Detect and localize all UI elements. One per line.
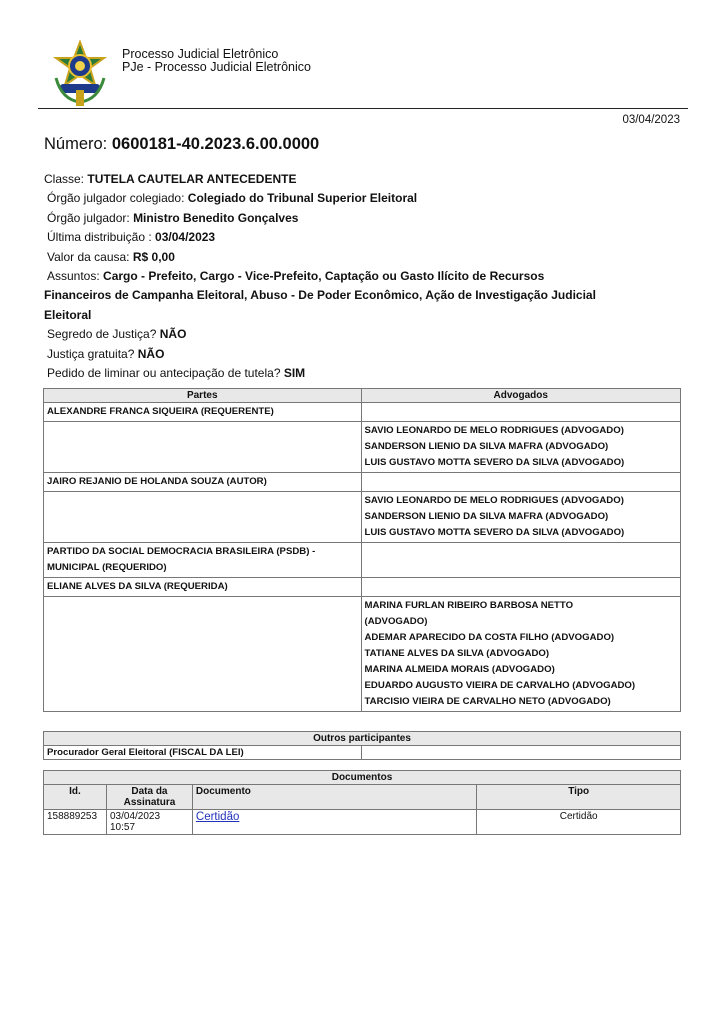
advogado-name: SAVIO LEONARDO DE MELO RODRIGUES (ADVOGADO) <box>364 425 624 436</box>
col-data-header-line2: Assinatura <box>123 797 176 808</box>
table-row <box>44 492 681 543</box>
col-data-header <box>106 785 192 810</box>
system-name <box>122 48 311 74</box>
parte-name: ALEXANDRE FRANCA SIQUEIRA (REQUERENTE) <box>44 403 362 422</box>
assuntos-value-line1: Cargo - Prefeito, Cargo - Vice-Prefeito, Captação ou Gasto Ilícito de Recursos <box>103 269 545 284</box>
orgao-label: Órgão julgador: <box>47 210 130 225</box>
header-divider <box>38 108 688 109</box>
col-tipo-header: Tipo <box>477 785 681 810</box>
liminar-value: SIM <box>283 366 306 381</box>
classe-label: Classe: <box>44 172 85 186</box>
outros-participantes-table <box>43 731 681 760</box>
valor-row <box>44 248 684 267</box>
advogados-cell <box>361 473 681 492</box>
assuntos-value-line3: Eleitoral <box>44 307 92 322</box>
distribuicao-label: Última distribuição : <box>47 230 152 245</box>
process-number-label: Número: <box>44 135 108 153</box>
doc-date-day: 03/04/2023 <box>109 811 161 822</box>
assuntos-label: Assuntos: <box>47 269 100 284</box>
advogado-name: MARINA FURLAN RIBEIRO BARBOSA NETTO <box>364 600 574 611</box>
advogado-name: EDUARDO AUGUSTO VIEIRA DE CARVALHO (ADVOGADO) <box>364 680 636 691</box>
segredo-row <box>44 325 684 344</box>
parte-name-line2: MUNICIPAL (REQUERIDO) <box>47 562 167 573</box>
outro-empty-cell <box>361 746 680 760</box>
advogado-name: TARCISIO VIEIRA DE CARVALHO NETO (ADVOGADO) <box>364 696 611 707</box>
col-id-header: Id. <box>44 785 107 810</box>
assuntos-row-3 <box>44 306 684 325</box>
segredo-value: NÃO <box>159 327 187 342</box>
distribuicao-value: 03/04/2023 <box>155 230 216 245</box>
advogado-name: ADEMAR APARECIDO DA COSTA FILHO (ADVOGADO) <box>364 632 615 643</box>
liminar-label: Pedido de liminar ou antecipação de tutela? <box>47 366 281 381</box>
process-number <box>44 135 319 154</box>
advogado-name: (ADVOGADO) <box>364 616 428 627</box>
advogados-cell <box>361 597 681 712</box>
advogados-cell <box>361 578 681 597</box>
col-documento-header: Documento <box>192 785 476 810</box>
doc-date <box>106 810 192 835</box>
table-row <box>44 422 681 473</box>
advogado-name: LUIS GUSTAVO MOTTA SEVERO DA SILVA (ADVOGADO) <box>364 457 625 468</box>
table-row <box>44 403 681 422</box>
advogado-name: LUIS GUSTAVO MOTTA SEVERO DA SILVA (ADVOGADO) <box>364 527 625 538</box>
table-row <box>44 543 681 578</box>
valor-label: Valor da causa: <box>47 249 130 264</box>
parte-name: ELIANE ALVES DA SILVA (REQUERIDA) <box>44 578 362 597</box>
table-row <box>44 810 681 835</box>
segredo-label: Segredo de Justiça? <box>47 327 157 342</box>
orgao-colegiado-row <box>44 189 684 208</box>
orgao-value: Ministro Benedito Gonçalves <box>133 210 299 225</box>
advogado-name: SAVIO LEONARDO DE MELO RODRIGUES (ADVOGADO) <box>364 495 624 506</box>
distribuicao-row <box>44 228 684 247</box>
advogados-cell <box>361 403 681 422</box>
advogado-name: SANDERSON LIENIO DA SILVA MAFRA (ADVOGADO) <box>364 441 609 452</box>
doc-type: Certidão <box>477 810 681 835</box>
orgao-colegiado-value: Colegiado do Tribunal Superior Eleitoral <box>187 191 418 206</box>
advogados-cell <box>361 543 681 578</box>
advogados-cell <box>361 492 681 543</box>
parte-empty-cell <box>44 597 362 712</box>
col-data-header-line1: Data da <box>131 786 168 797</box>
assuntos-row <box>44 267 684 286</box>
assuntos-value-line2: Financeiros de Campanha Eleitoral, Abuso - De Poder Econômico, Ação de Investigação Judicial <box>44 288 596 303</box>
partes-header: Partes <box>44 389 362 403</box>
assuntos-row-2 <box>44 286 684 305</box>
gratuita-row <box>44 345 684 364</box>
table-row <box>44 746 681 760</box>
system-name-line2: PJe - Processo Judicial Eletrônico <box>122 60 311 74</box>
advogados-cell <box>361 422 681 473</box>
parte-empty-cell <box>44 422 362 473</box>
brazil-coat-of-arms-icon <box>50 40 110 108</box>
document-header <box>38 36 688 108</box>
doc-id: 158889253 <box>44 810 107 835</box>
classe-row <box>44 170 684 189</box>
gratuita-value: NÃO <box>137 346 165 361</box>
advogado-name: TATIANE ALVES DA SILVA (ADVOGADO) <box>364 648 550 659</box>
orgao-row <box>44 209 684 228</box>
advogado-name: MARINA ALMEIDA MORAIS (ADVOGADO) <box>364 664 555 675</box>
doc-date-time: 10:57 <box>109 822 136 833</box>
partes-table <box>43 388 681 712</box>
parte-name-line1: PARTIDO DA SOCIAL DEMOCRACIA BRASILEIRA (PSDB) - <box>47 546 316 557</box>
gratuita-label: Justiça gratuita? <box>47 346 135 361</box>
process-metadata <box>44 170 684 383</box>
advogado-name: SANDERSON LIENIO DA SILVA MAFRA (ADVOGADO) <box>364 511 609 522</box>
documentos-table <box>43 770 681 835</box>
doc-link[interactable]: Certidão <box>195 811 240 823</box>
advogados-header: Advogados <box>361 389 681 403</box>
parte-name <box>44 543 362 578</box>
table-row <box>44 578 681 597</box>
parte-empty-cell <box>44 492 362 543</box>
table-row <box>44 597 681 712</box>
documentos-header: Documentos <box>44 771 681 785</box>
process-number-value: 0600181-40.2023.6.00.0000 <box>111 135 320 153</box>
valor-value: R$ 0,00 <box>132 249 175 264</box>
outro-participante: Procurador Geral Eleitoral (FISCAL DA LEI) <box>44 746 362 760</box>
orgao-colegiado-label: Órgão julgador colegiado: <box>47 191 185 206</box>
table-row <box>44 473 681 492</box>
liminar-row <box>44 364 684 383</box>
system-name-line1: Processo Judicial Eletrônico <box>122 47 279 61</box>
print-date: 03/04/2023 <box>622 114 680 126</box>
parte-name: JAIRO REJANIO DE HOLANDA SOUZA (AUTOR) <box>44 473 362 492</box>
doc-name-cell <box>192 810 476 835</box>
outros-header: Outros participantes <box>44 732 681 746</box>
classe-value: TUTELA CAUTELAR ANTECEDENTE <box>87 172 297 186</box>
